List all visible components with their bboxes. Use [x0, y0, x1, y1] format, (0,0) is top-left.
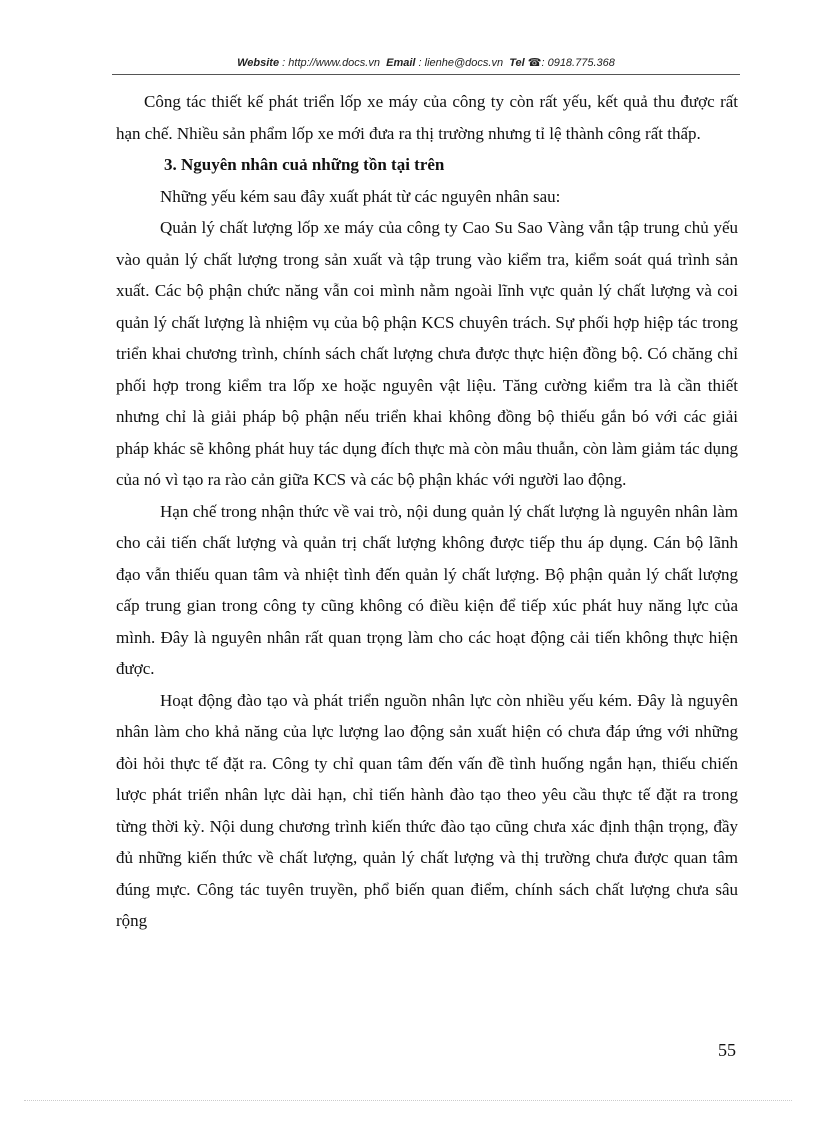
paragraph-3: Quản lý chất lượng lốp xe máy của công ty Cao Su Sao Vàng vẫn tập trung chủ yếu vào quản lý chất lượng trong sản xuất và tập trung vào kiểm tra, kiểm soát quá trình sản xuất. Các bộ phận chức năng vẫn coi mình nằm ngoài lĩnh vực quản lý chất lượng và coi quản lý chất lượng là nhiệm vụ của bộ phận KCS chuyên trách. Sự phối hợp hiệp tác trong triển khai chương trình, chính sách chất lượng chưa được thực hiện đồng bộ. Có chăng chỉ phối hợp trong kiểm tra lốp xe hoặc nguyên vật liệu. Tăng cường kiểm tra là cần thiết nhưng chỉ là giải pháp bộ phận nếu triển khai không đồng bộ thiếu gắn bó với các giải pháp khác sẽ không phát huy tác dụng đích thực mà còn mâu thuẫn, còn làm giảm tác dụng của nó vì tạo ra rào cản giữa KCS và các bộ phận khác với người lao động.: [116, 218, 738, 489]
paragraph-2: Những yếu kém sau đây xuất phát từ các nguyên nhân sau:: [160, 186, 561, 206]
paragraph-4: Hạn chế trong nhận thức về vai trò, nội dung quản lý chất lượng là nguyên nhân làm cho cải tiến chất lượng và quản trị chất lượng không được tiếp thu áp dụng. Cán bộ lãnh đạo vẫn thiếu quan tâm và nhiệt tình đến quản lý chất lượng. Bộ phận quản lý chất lượng cấp trung gian trong công ty cũng không có điều kiện để tiếp xúc phát huy năng lực của mình. Đây là nguyên nhân rất quan trọng làm cho các hoạt động cải tiến không thực hiện được.: [116, 501, 738, 678]
email-value: : lienhe@docs.vn: [418, 57, 504, 69]
tel-label: Tel: [509, 57, 525, 69]
paragraph-1: Công tác thiết kế phát triển lốp xe máy của công ty còn rất yếu, kết quả thu được rất hạn chế. Nhiều sản phẩm lốp xe mới đưa ra thị trường nhưng tỉ lệ thành công rất thấp.: [116, 92, 738, 143]
phone-icon: ☎: [527, 57, 542, 69]
footer-divider: [24, 1100, 792, 1101]
tel-value: : 0918.775.368: [541, 57, 615, 69]
header-divider: [112, 74, 740, 75]
paragraph-5: Hoạt động đào tạo và phát triển nguồn nhân lực còn nhiều yếu kém. Đây là nguyên nhân làm cho khả năng của lực lượng lao động sản xuất hiện có chưa đáp ứng với những đòi hỏi thực tế đặt ra. Công ty chỉ quan tâm đến vấn đề tình huống ngắn hạn, thiếu chiến lược phát triển nhân lực dài hạn, chỉ tiến hành đào tạo theo yêu cầu thực tế đặt ra trong từng thời kỳ. Nội dung chương trình kiến thức đào tạo cũng chưa xác định thận trọng, đầy đủ những kiến thức về chất lượng, quản lý chất lượng và thị trường chưa được quan tâm đúng mực. Công tác tuyên truyền, phổ biến quan điểm, chính sách chất lượng chưa sâu rộng: [116, 690, 738, 930]
email-label: Email: [386, 57, 416, 69]
section-heading: 3. Nguyên nhân cuả những tồn tại trên: [164, 155, 445, 174]
page-header: [112, 56, 740, 74]
website-label: Website: [237, 57, 280, 69]
document-body: [116, 86, 738, 937]
website-value: : http://www.docs.vn: [282, 57, 380, 69]
page-number: 55: [718, 1040, 736, 1060]
